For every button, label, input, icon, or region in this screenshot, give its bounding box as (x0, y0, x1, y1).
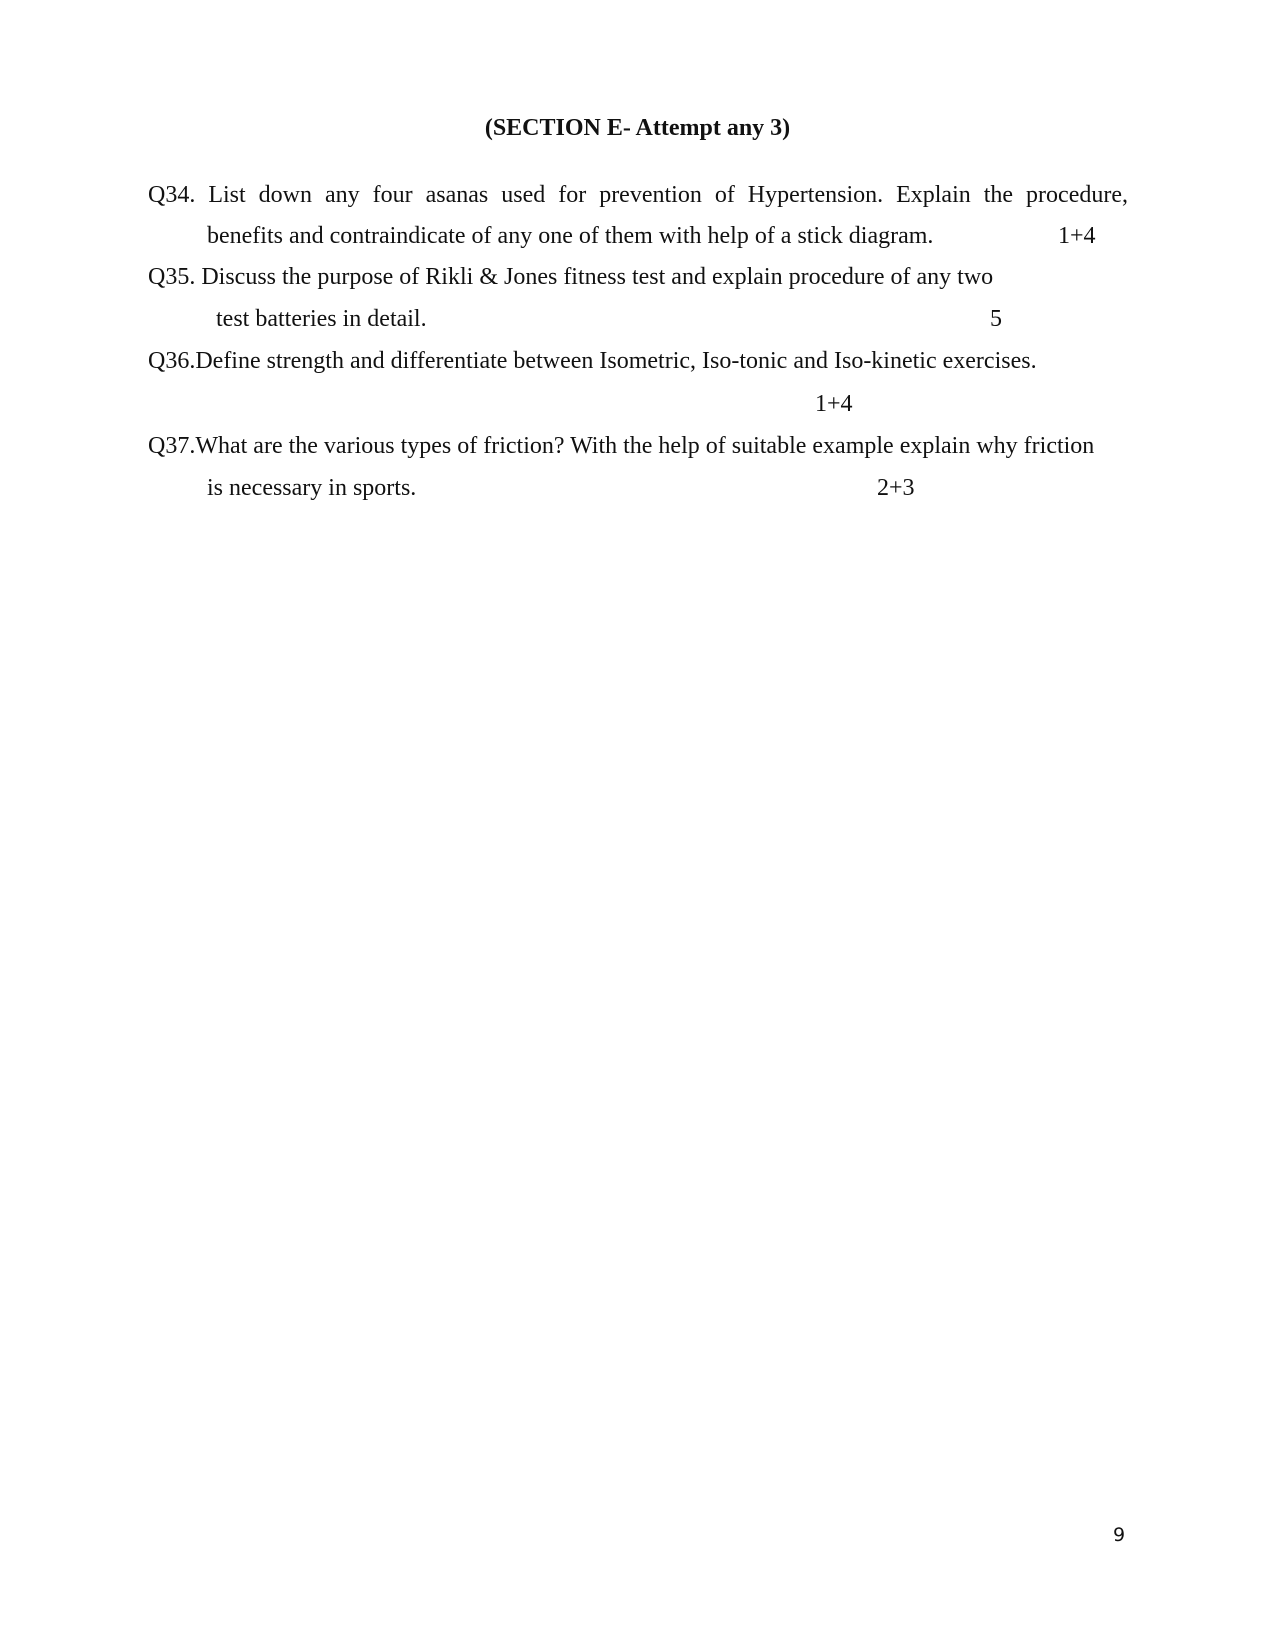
page-number: 9 (1113, 1524, 1126, 1546)
question-marks: 1+4 (815, 391, 853, 417)
question-marks: 5 (990, 306, 1002, 332)
question-text-line: Q37.What are the various types of friction? With the help of suitable example explain why friction (148, 433, 1095, 459)
question-marks: 1+4 (1058, 223, 1096, 249)
question-text-line: is necessary in sports. (207, 475, 417, 501)
question-text-line: test batteries in detail. (216, 306, 427, 332)
question-text-line: benefits and contraindicate of any one of them with help of a stick diagram. (207, 223, 934, 249)
question-marks: 2+3 (877, 475, 915, 501)
question-text-line: Q34. List down any four asanas used for prevention of Hypertension. Explain the procedure, (148, 182, 1128, 208)
question-text-line: Q36.Define strength and differentiate between Isometric, Iso-tonic and Iso-kinetic exercises. (148, 348, 1037, 374)
section-title: (SECTION E- Attempt any 3) (484, 115, 791, 141)
question-text-line: Q35. Discuss the purpose of Rikli & Jones fitness test and explain procedure of any two (148, 264, 994, 290)
